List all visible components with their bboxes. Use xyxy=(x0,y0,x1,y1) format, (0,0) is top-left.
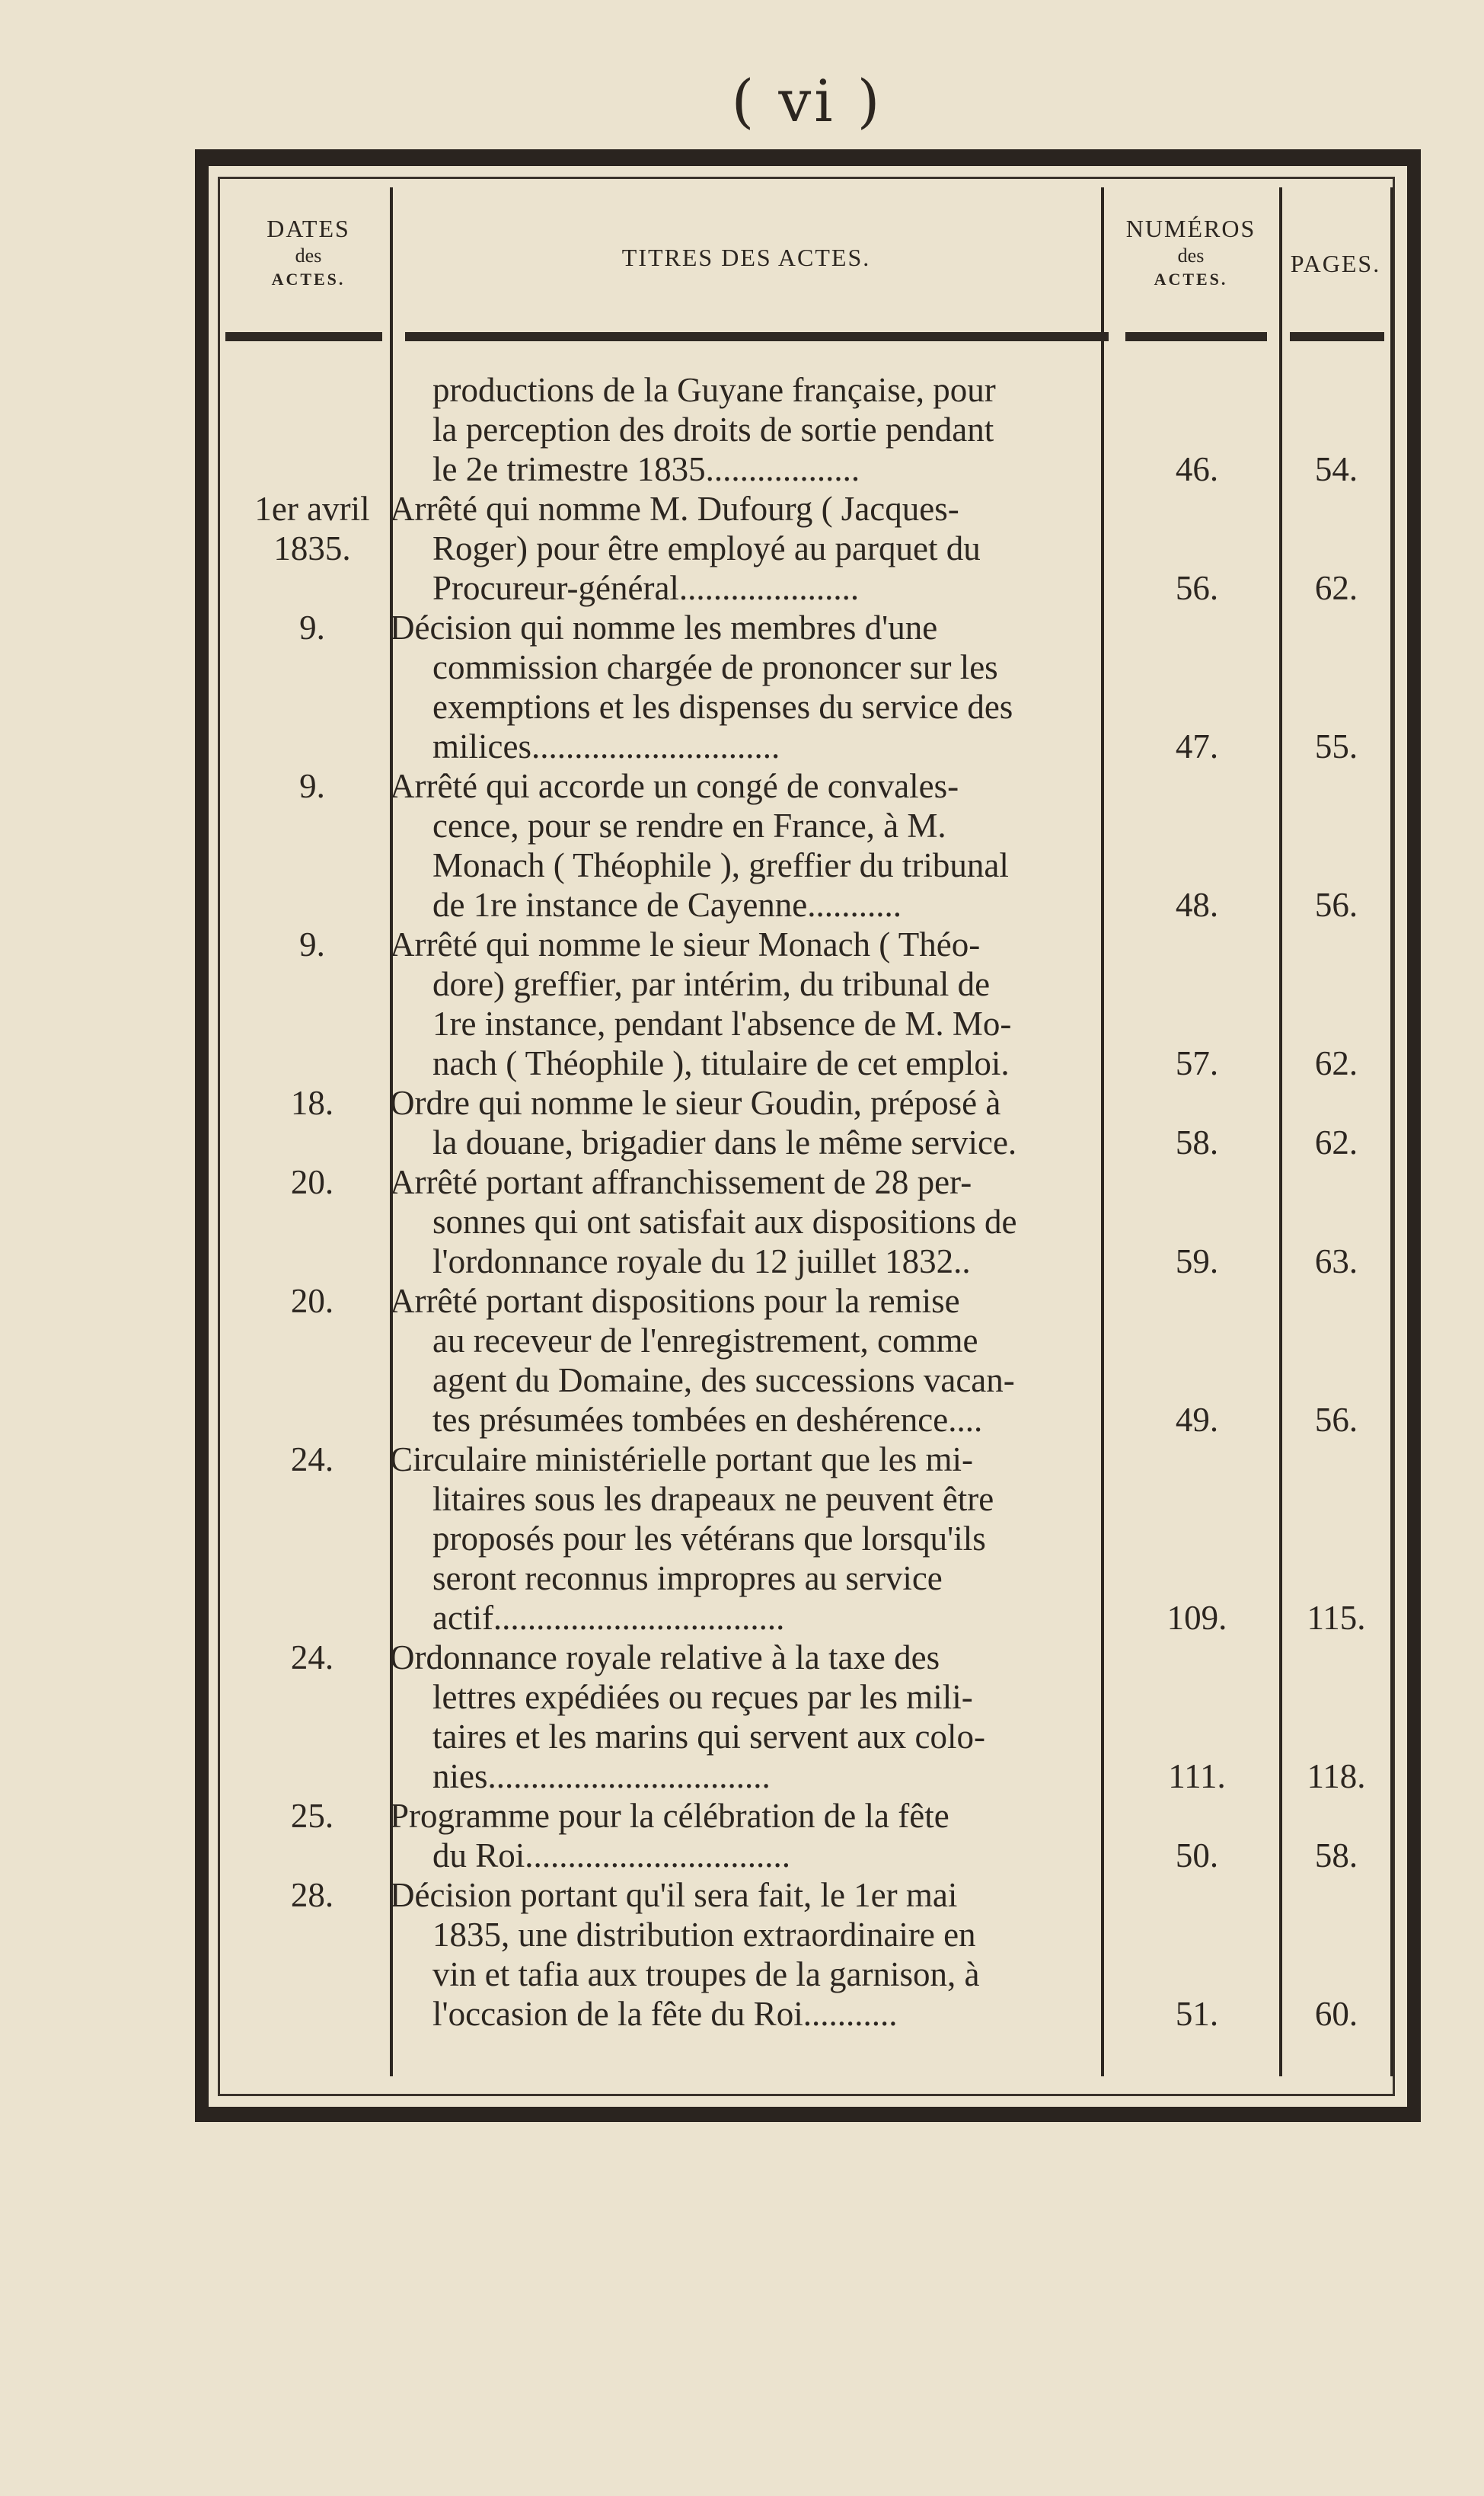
entry-page: 54. xyxy=(1314,450,1358,488)
entry-title-line: Procureur-général..................... xyxy=(432,569,860,607)
entry-title-line: actif.................................. xyxy=(432,1599,785,1637)
header-numeros-label: NUMÉROS xyxy=(1125,215,1256,242)
entry-title-line: Roger) pour être employé au parquet du xyxy=(432,529,981,567)
entry-title-line: sonnes qui ont satisfait aux dispositions de xyxy=(432,1203,1017,1241)
entry-numero: 57. xyxy=(1175,1044,1219,1082)
entry-date-year: 1835. xyxy=(273,529,351,567)
header-rule-titres xyxy=(405,332,1109,341)
entry-title-line: Arrêté qui nomme le sieur Monach ( Théo- xyxy=(390,925,981,964)
entry-title-line: productions de la Guyane française, pour xyxy=(432,371,996,409)
entry-numero: 109. xyxy=(1166,1599,1227,1637)
entry-title-line: Programme pour la célébration de la fête xyxy=(390,1797,949,1835)
entry-date: 9. xyxy=(299,609,325,647)
entry-title-line: Décision portant qu'il sera fait, le 1er mai xyxy=(390,1876,958,1914)
entry-title-line: Monach ( Théophile ), greffier du tribunal xyxy=(432,846,1009,884)
entry-date: 25. xyxy=(290,1797,334,1835)
entry-date: 18. xyxy=(290,1084,334,1122)
entry-title-line: la douane, brigadier dans le même service. xyxy=(432,1123,1017,1162)
header-rule-numeros xyxy=(1125,332,1267,341)
entry-title-line: seront reconnus impropres au service xyxy=(432,1559,943,1597)
header-rule-dates xyxy=(225,332,382,341)
entry-numero: 56. xyxy=(1175,569,1219,607)
entry-title-line: Arrêté portant affranchissement de 28 per- xyxy=(390,1163,972,1201)
entry-title-line: Circulaire ministérielle portant que les mi- xyxy=(390,1440,974,1478)
entry-date: 9. xyxy=(299,925,325,964)
entry-title-line: tes présumées tombées en deshérence.... xyxy=(432,1401,983,1439)
entry-title-line: Ordonnance royale relative à la taxe des xyxy=(390,1638,940,1676)
entry-numero: 59. xyxy=(1175,1242,1219,1280)
entry-date: 1er avril xyxy=(254,490,370,528)
entry-title-line: Décision qui nomme les membres d'une xyxy=(390,609,938,647)
header-pages xyxy=(1282,248,1389,279)
header-pages-label: PAGES. xyxy=(1290,250,1381,277)
entry-date: 20. xyxy=(290,1282,334,1320)
entry-title-line: 1835, une distribution extraordinaire en xyxy=(432,1916,976,1954)
entry-title-line: Ordre qui nomme le sieur Goudin, préposé à xyxy=(390,1084,1001,1122)
entry-page: 62. xyxy=(1314,1123,1358,1162)
entry-title-line: du Roi............................... xyxy=(432,1836,791,1874)
header-rule-pages xyxy=(1290,332,1384,341)
entry-title-line: Arrêté qui accorde un congé de convales- xyxy=(390,767,959,805)
header-titres-label: TITRES DES ACTES. xyxy=(621,244,871,271)
entry-numero: 50. xyxy=(1175,1836,1219,1874)
entry-date: 20. xyxy=(290,1163,334,1201)
entry-page: 55. xyxy=(1314,727,1358,765)
entry-numero: 48. xyxy=(1175,886,1219,924)
entry-title-line: Arrêté qui nomme M. Dufourg ( Jacques- xyxy=(390,490,959,528)
entry-numero: 111. xyxy=(1168,1757,1226,1795)
entry-title-line: au receveur de l'enregistrement, comme xyxy=(432,1322,978,1360)
entry-title-line: 1re instance, pendant l'absence de M. Mo- xyxy=(432,1005,1012,1043)
header-titres xyxy=(393,242,1099,273)
entry-title-line: agent du Domaine, des successions vacan- xyxy=(432,1361,1015,1399)
entry-title-line: proposés pour les vétérans que lorsqu'ils xyxy=(432,1520,986,1558)
entry-title-line: nach ( Théophile ), titulaire de cet emploi. xyxy=(432,1044,1010,1082)
entry-title-line: le 2e trimestre 1835.................. xyxy=(432,450,860,488)
entry-title-line: cence, pour se rendre en France, à M. xyxy=(432,807,946,845)
entry-title-line: Arrêté portant dispositions pour la remise xyxy=(390,1282,960,1320)
entry-page: 58. xyxy=(1314,1836,1358,1874)
header-numeros-actes: ACTES. xyxy=(1154,269,1228,289)
entry-title-line: taires et les marins qui servent aux colo- xyxy=(432,1718,986,1756)
header-dates-actes: ACTES. xyxy=(271,269,346,289)
entry-title-line: la perception des droits de sortie pendant xyxy=(432,411,994,449)
entry-page: 115. xyxy=(1307,1599,1366,1637)
entry-page: 63. xyxy=(1314,1242,1358,1280)
entry-date: 24. xyxy=(290,1440,334,1478)
entry-numero: 49. xyxy=(1175,1401,1219,1439)
header-dates-des: des xyxy=(295,244,322,267)
entry-page: 118. xyxy=(1307,1757,1366,1795)
entry-date: 9. xyxy=(299,767,325,805)
entry-numero: 46. xyxy=(1175,450,1219,488)
entry-title-line: vin et tafia aux troupes de la garnison, à xyxy=(432,1955,980,1993)
header-dates xyxy=(228,213,388,289)
header-dates-label: DATES xyxy=(266,215,350,242)
entry-page: 56. xyxy=(1314,886,1358,924)
entry-numero: 51. xyxy=(1175,1995,1219,2033)
header-numeros xyxy=(1104,213,1278,289)
column-divider-dates xyxy=(390,187,393,2076)
entry-title-line: commission chargée de prononcer sur les xyxy=(432,648,998,686)
entry-title-line: dore) greffier, par intérim, du tribunal de xyxy=(432,965,991,1003)
header-numeros-des: des xyxy=(1177,244,1205,267)
entry-title-line: nies................................. xyxy=(432,1757,771,1795)
entry-page: 56. xyxy=(1314,1401,1358,1439)
entry-title-line: l'occasion de la fête du Roi........... xyxy=(432,1995,898,2033)
entry-title-line: lettres expédiées ou reçues par les mili- xyxy=(432,1678,973,1716)
entry-title-line: exemptions et les dispenses du service des xyxy=(432,688,1013,726)
entry-numero: 58. xyxy=(1175,1123,1219,1162)
entry-page: 60. xyxy=(1314,1995,1358,2033)
entry-date: 24. xyxy=(290,1638,334,1676)
column-divider-pages xyxy=(1390,187,1393,2076)
entry-title-line: l'ordonnance royale du 12 juillet 1832.. xyxy=(432,1242,971,1280)
entry-numero: 47. xyxy=(1175,727,1219,765)
entry-title-line: litaires sous les drapeaux ne peuvent être xyxy=(432,1480,994,1518)
entry-page: 62. xyxy=(1314,569,1358,607)
entry-date: 28. xyxy=(290,1876,334,1914)
entry-title-line: milices............................. xyxy=(432,727,780,765)
entry-title-line: de 1re instance de Cayenne........... xyxy=(432,886,902,924)
entry-page: 62. xyxy=(1314,1044,1358,1082)
page-number: ( vi ) xyxy=(731,67,883,135)
